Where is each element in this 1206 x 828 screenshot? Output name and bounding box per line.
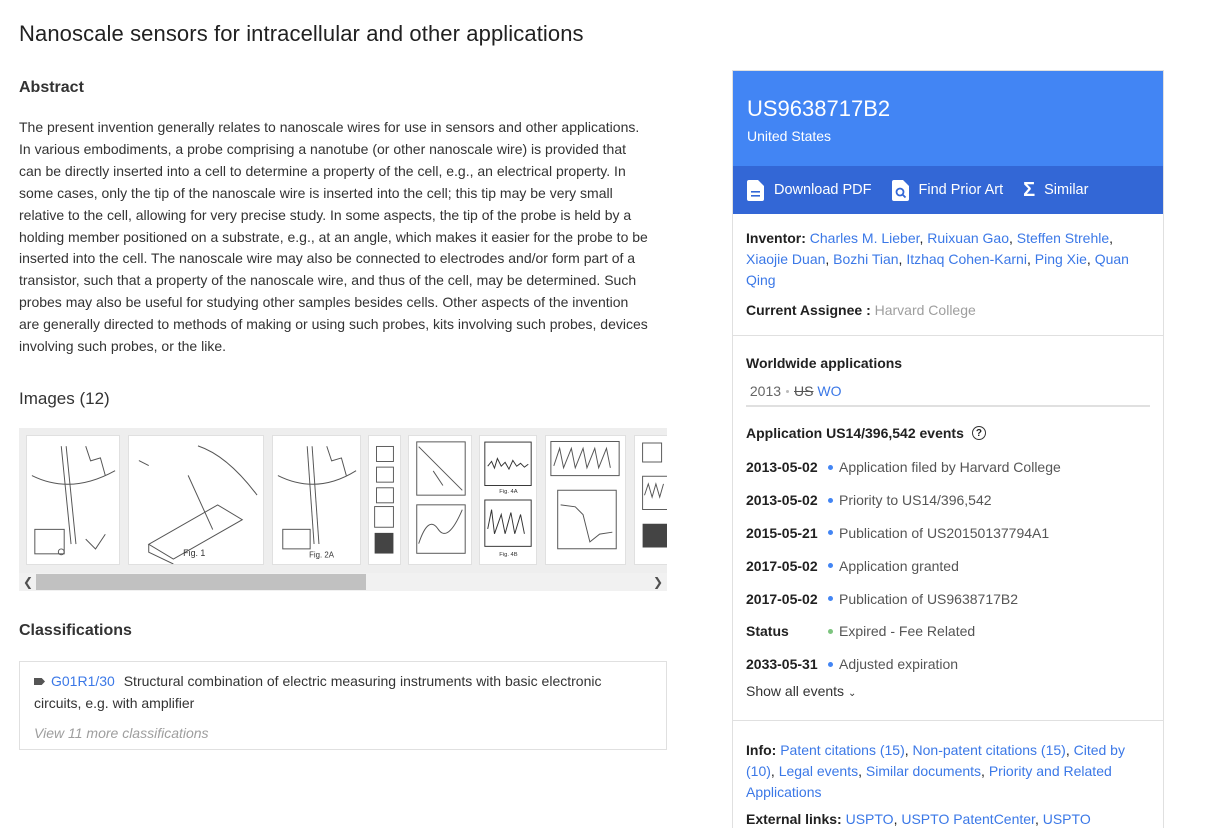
event-dot-icon xyxy=(828,530,833,535)
event-text: Priority to US14/396,542 xyxy=(839,492,992,509)
worldwide-section xyxy=(733,336,1163,721)
inventor-link[interactable]: Charles M. Lieber xyxy=(809,230,920,246)
event-text: Publication of US20150137794A1 xyxy=(839,524,1050,541)
people-block: Inventor: Charles M. Lieber, Ruixuan Gao, Steffen Strehle, Xiaojie Duan, Bozhi Tian, Itzhaq Cohen-Karni, Ping Xie, Quan Qing Current Assignee : Harvard College xyxy=(733,214,1163,336)
tag-icon xyxy=(34,678,45,685)
images-scrollbar[interactable] xyxy=(19,573,667,591)
info-link[interactable]: Legal events xyxy=(778,762,859,779)
classifications-heading: Classifications xyxy=(19,622,132,639)
find-prior-art-button[interactable] xyxy=(892,180,1004,201)
similar-label: Similar xyxy=(1044,182,1089,198)
help-icon[interactable]: ? xyxy=(972,426,986,440)
panel-header xyxy=(733,71,1163,166)
info-link[interactable]: Priority and Related Applications xyxy=(746,762,1112,800)
event-text: Application filed by Harvard College xyxy=(839,459,1061,476)
image-thumbnail[interactable] xyxy=(368,435,401,565)
similar-button[interactable] xyxy=(1023,179,1088,202)
image-thumbnail[interactable] xyxy=(545,435,626,565)
events-list xyxy=(746,451,1150,681)
inventor-link[interactable]: Steffen Strehle xyxy=(1016,230,1110,246)
event-dot-icon xyxy=(828,629,833,634)
inventor-link[interactable]: Itzhaq Cohen-Karni xyxy=(906,251,1027,267)
events-heading: Application US14/396,542 events xyxy=(746,425,964,441)
abstract-text: The present invention generally relates to nanoscale wires for use in sensors and other applications. In various embodiments, a probe comprising a nanotube (or other nanoscale wire) is provided that can be directly inserted into a cell to determine a property of the cell, e.g., an electrical property. In some cases, only the tip of the nanoscale wire is inserted into the cell; this tip may be very small relative to the cell, allowing for very precise study. In some aspects, the tip of the probe is held by a holding member positioned on a substrate, e.g., at an angle, which makes it easier for the probe to be inserted into the cell. The nanoscale wire may also be connected to electrodes and/or form part of a transistor, such that a property of the nanoscale wire, and thus of the cell, may be determined. Such probes may also be useful for studying other samples besides cells. Other aspects of the invention are generally directed to methods of making or using such probes, kits involving such probes, devices involving such probes, or the like. xyxy=(19,119,648,355)
event-date: 2017-05-02 xyxy=(746,557,818,574)
event-dot-icon xyxy=(828,465,833,470)
event-row xyxy=(746,549,1150,582)
publication-number: US9638717B2 xyxy=(747,96,891,121)
inventor-link[interactable]: Ruixuan Gao xyxy=(927,230,1009,246)
event-row xyxy=(746,648,1150,681)
pdf-file-icon xyxy=(747,180,764,201)
event-date: 2017-05-02 xyxy=(746,590,818,607)
svg-text:Fig. 2A: Fig. 2A xyxy=(309,550,334,560)
event-text: Application granted xyxy=(839,557,959,574)
info-link[interactable]: Similar documents xyxy=(865,762,982,779)
image-thumbnail[interactable] xyxy=(408,435,472,565)
event-row xyxy=(746,484,1150,517)
inventor-link[interactable]: Quan Qing xyxy=(746,251,1129,288)
event-row xyxy=(746,615,1150,648)
download-pdf-label: Download PDF xyxy=(774,182,872,198)
external-link[interactable]: USPTO xyxy=(845,810,894,827)
image-thumbnail[interactable] xyxy=(479,435,537,565)
patent-info-panel xyxy=(732,70,1164,828)
classification-code-link[interactable]: G01R1/30 xyxy=(51,673,115,689)
event-date: 2013-05-02 xyxy=(746,492,818,509)
abstract-heading: Abstract xyxy=(19,79,84,96)
events-heading-row xyxy=(746,425,1150,441)
svg-text:Fig. 4B: Fig. 4B xyxy=(499,552,518,558)
image-thumbnail[interactable] xyxy=(634,435,667,565)
worldwide-row xyxy=(746,383,1150,407)
images-carousel[interactable] xyxy=(19,428,667,591)
event-date: Status xyxy=(746,623,789,640)
show-all-events-button[interactable] xyxy=(733,683,1163,721)
info-link[interactable]: Cited by (10) xyxy=(746,741,1125,779)
inventor-label: Inventor: xyxy=(746,230,806,246)
scroll-left-icon[interactable]: ❮ xyxy=(22,575,34,589)
event-date: 2033-05-31 xyxy=(746,656,818,673)
event-text: Adjusted expiration xyxy=(839,656,959,673)
inventor-link[interactable]: Ping Xie xyxy=(1034,251,1087,267)
event-dot-icon xyxy=(828,662,833,667)
action-bar xyxy=(733,166,1163,214)
event-dot-icon xyxy=(828,498,833,503)
event-row xyxy=(746,451,1150,484)
info-label: Info: xyxy=(746,741,777,758)
image-thumbnail[interactable] xyxy=(26,435,120,565)
info-link[interactable]: Patent citations (15) xyxy=(780,741,905,758)
country: United States xyxy=(747,128,832,144)
svg-text:Fig. 1: Fig. 1 xyxy=(183,548,206,559)
worldwide-us[interactable]: US xyxy=(794,383,814,399)
event-dot-icon xyxy=(828,596,833,601)
info-link[interactable]: Non-patent citations (15) xyxy=(912,741,1066,758)
sigma-icon: Σ xyxy=(1023,178,1036,201)
worldwide-heading: Worldwide applications xyxy=(746,355,903,371)
scroll-right-icon[interactable]: ❯ xyxy=(652,575,664,589)
external-link[interactable]: USPTO PatentCenter xyxy=(901,810,1035,827)
images-heading: Images (12) xyxy=(19,389,110,408)
event-text: Publication of US9638717B2 xyxy=(839,590,1019,607)
image-thumbnail[interactable] xyxy=(128,435,264,565)
download-pdf-button[interactable] xyxy=(747,180,872,201)
assignee-value[interactable]: Harvard College xyxy=(874,302,976,318)
inventor-link[interactable]: Bozhi Tian xyxy=(833,251,899,267)
classifications-box xyxy=(19,661,667,750)
worldwide-wo-link[interactable]: WO xyxy=(817,383,842,399)
event-row xyxy=(746,582,1150,615)
external-links-label: External links: xyxy=(746,810,842,827)
event-dot-icon xyxy=(828,563,833,568)
find-prior-art-label: Find Prior Art xyxy=(918,182,1004,198)
page-title: Nanoscale sensors for intracellular and other applications xyxy=(19,21,584,46)
event-date: 2015-05-21 xyxy=(746,524,818,541)
svg-text:Fig. 4A: Fig. 4A xyxy=(499,489,518,496)
info-block: Info: Patent citations (15), Non-patent citations (15), Cited by (10), Legal events, Similar documents, Priority and Related Applications External links: USPTO, USPTO PatentCenter, USPTO xyxy=(746,741,1125,827)
scrollbar-thumb[interactable] xyxy=(36,574,366,590)
event-date: 2013-05-02 xyxy=(746,459,818,476)
classification-description: Structural combination of electric measuring instruments with basic electronic circuits, e.g. with amplifier xyxy=(34,673,602,711)
external-link[interactable]: USPTO xyxy=(1042,810,1091,827)
inventor-link[interactable]: Xiaojie Duan xyxy=(746,251,826,267)
image-thumbnail[interactable] xyxy=(272,435,361,565)
event-text: Expired - Fee Related xyxy=(839,623,976,640)
assignee-label: Current Assignee : xyxy=(746,302,871,318)
worldwide-year: 2013 xyxy=(749,383,782,399)
prior-art-search-icon xyxy=(892,180,909,201)
chevron-down-icon: ⌄ xyxy=(847,687,857,699)
view-more-classifications-link[interactable]: View 11 more classifications xyxy=(34,725,209,741)
show-all-events-label: Show all events xyxy=(746,682,845,699)
event-row xyxy=(746,517,1150,550)
